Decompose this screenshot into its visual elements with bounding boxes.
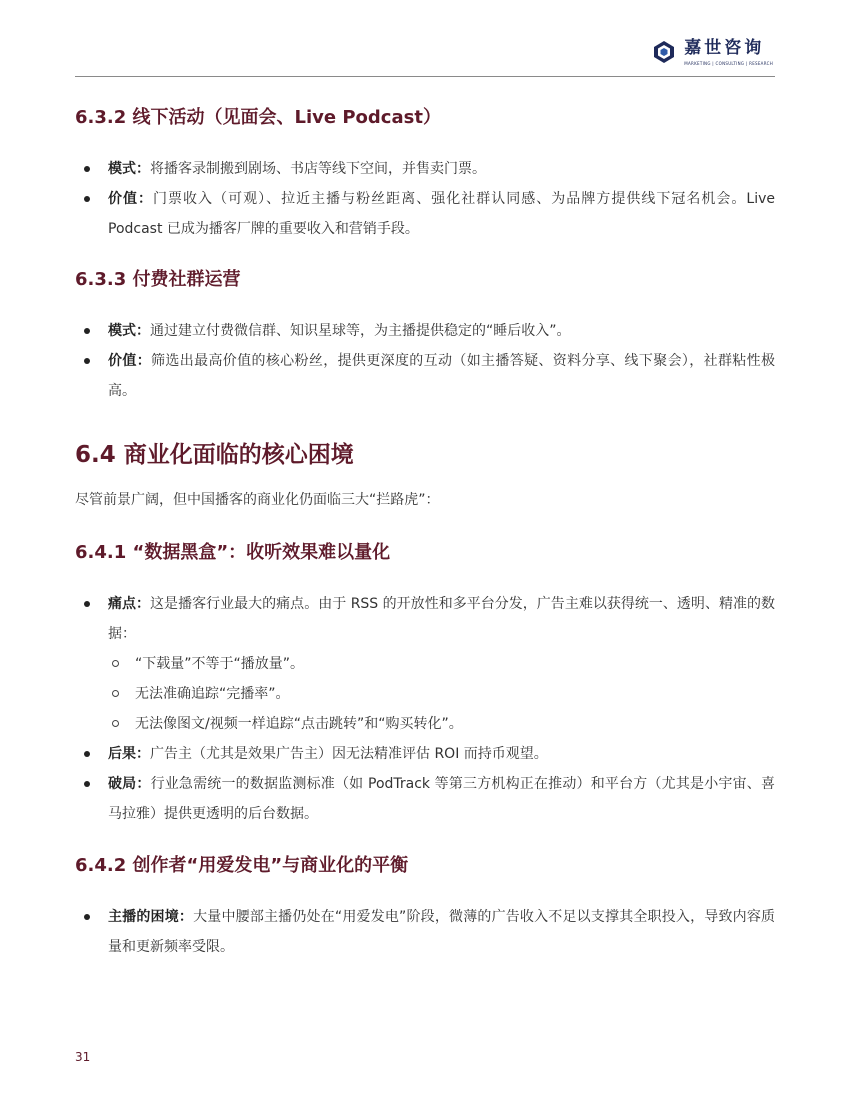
bullet-list-6-4-1 — [75, 589, 775, 829]
item-label: 模式： — [108, 161, 150, 177]
item-label: 痛点： — [108, 596, 151, 612]
item-text: 广告主（尤其是效果广告主）因无法精准评估 ROI 而持币观望。 — [150, 746, 548, 762]
section-heading-6-3-3: 6.3.3 付费社群运营 — [75, 269, 241, 290]
list-item — [75, 739, 775, 769]
item-text: 行业急需统一的数据监测标准（如 PodTrack 等第三方机构正在推动）和平台方（尤其是小宇宙、喜马拉雅）提供更透明的后台数据。 — [108, 776, 775, 822]
chapter-heading-6-4: 6.4 商业化面临的核心困境 — [75, 442, 354, 468]
list-item — [75, 316, 775, 346]
item-label: 价值： — [108, 353, 152, 369]
list-item — [75, 154, 775, 184]
item-text: 筛选出最高价值的核心粉丝，提供更深度的互动（如主播答疑、资料分享、线下聚会），社群粘性极高。 — [108, 353, 776, 399]
item-text: 通过建立付费微信群、知识星球等，为主播提供稳定的“睡后收入”。 — [150, 323, 571, 339]
item-label: 价值： — [108, 191, 154, 207]
intro-paragraph: 尽管前景广阔，但中国播客的商业化仍面临三大“拦路虎”： — [75, 492, 440, 508]
item-label: 模式： — [108, 323, 150, 339]
list-item — [75, 902, 775, 962]
section-heading-6-4-1: 6.4.1 “数据黑盒”：收听效果难以量化 — [75, 542, 391, 563]
list-item — [75, 589, 775, 649]
item-text: 门票收入（可观）、拉近主播与粉丝距离、强化社群认同感、为品牌方提供线下冠名机会。Live Podcast 已成为播客厂牌的重要收入和营销手段。 — [108, 191, 775, 237]
item-label: 后果： — [108, 746, 150, 762]
list-item — [75, 346, 775, 406]
section-heading-6-4-2: 6.4.2 创作者“用爱发电”与商业化的平衡 — [75, 855, 409, 876]
item-text: 这是播客行业最大的痛点。由于 RSS 的开放性和多平台分发，广告主难以获得统一、透明、精准的数据： — [108, 596, 776, 642]
company-logo — [652, 38, 773, 67]
page-number: 31 — [75, 1050, 91, 1064]
item-text: 将播客录制搬到剧场、书店等线下空间，并售卖门票。 — [150, 161, 486, 177]
sub-list-item: 无法准确追踪“完播率”。 — [75, 679, 775, 709]
logo-tagline: MARKETING | CONSULTING | RESEARCH — [684, 61, 773, 66]
sub-list-item: 无法像图文/视频一样追踪“点击跳转”和“购买转化”。 — [75, 709, 775, 739]
bullet-list-6-4-2 — [75, 902, 775, 962]
list-item — [75, 184, 775, 244]
bullet-list-6-3-3 — [75, 316, 775, 406]
section-heading-6-3-2: 6.3.2 线下活动（见面会、Live Podcast） — [75, 107, 441, 128]
item-text: 大量中腰部主播仍处在“用爱发电”阶段，微薄的广告收入不足以支撑其全职投入，导致内容质量和更新频率受限。 — [108, 909, 775, 955]
item-label: 破局： — [108, 776, 151, 792]
page-header — [75, 30, 775, 77]
sub-list-item: “下载量”不等于“播放量”。 — [75, 649, 775, 679]
bullet-list-6-3-2 — [75, 154, 775, 244]
list-item — [75, 769, 775, 829]
item-label: 主播的困境： — [108, 909, 194, 925]
logo-chinese-name: 嘉世咨询 — [684, 38, 765, 58]
logo-mark-icon — [652, 40, 676, 64]
